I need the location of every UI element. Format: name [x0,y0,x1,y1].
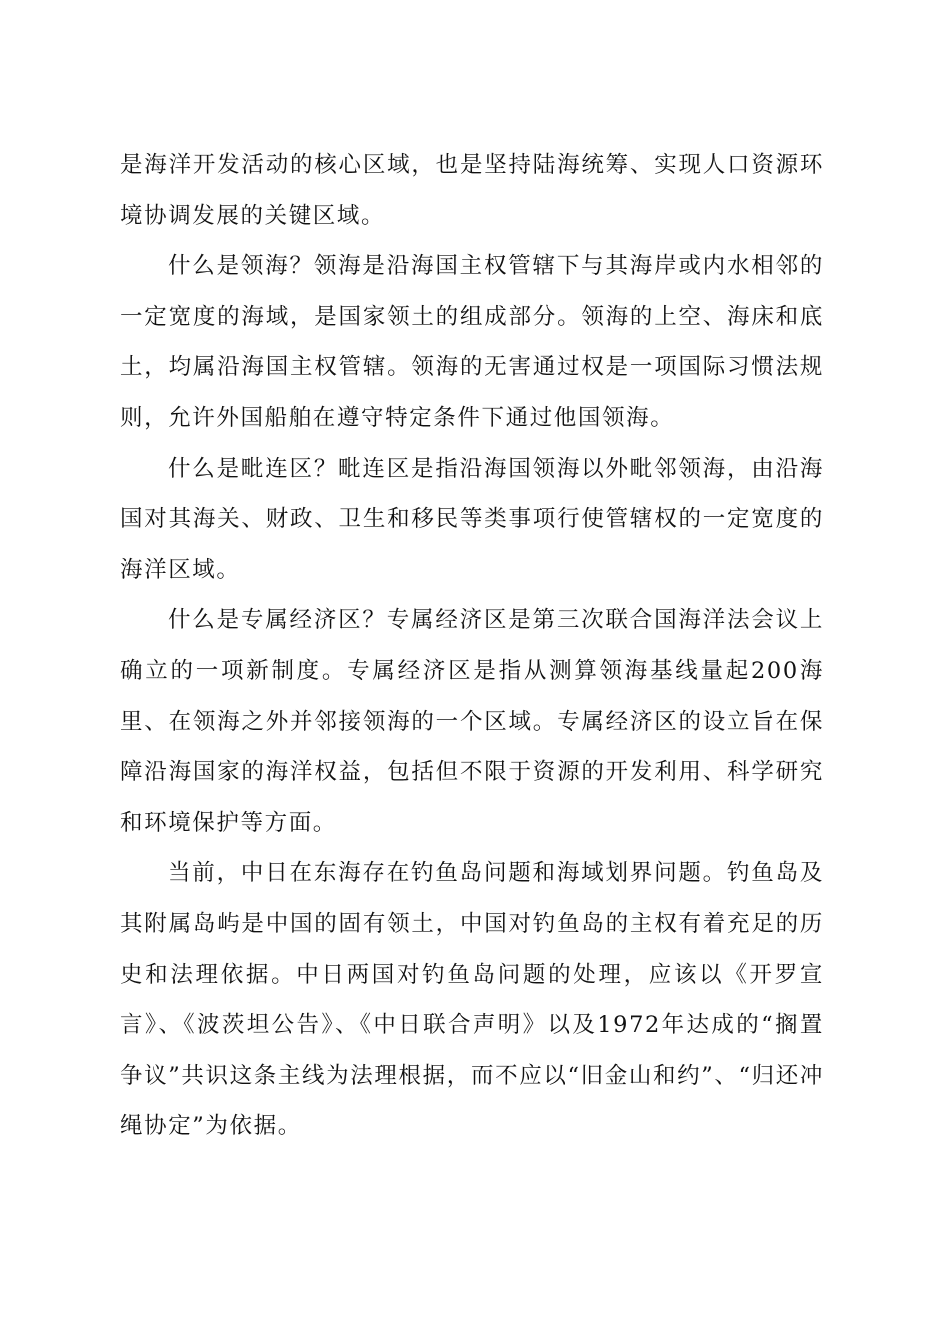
paragraph-contiguous-zone: 什么是毗连区？毗连区是指沿海国领海以外毗邻领海，由沿海国对其海关、财政、卫生和移民等类事项行使管辖权的一定宽度的海洋区域。 [120,455,824,583]
paragraph-territorial-sea: 什么是领海？领海是沿海国主权管辖下与其海岸或内水相邻的一定宽度的海域，是国家领土的组成部分。领海的上空、海床和底土，均属沿海国主权管辖。领海的无害通过权是一项国际习惯法规则，允许外国船舶在遵守特定条件下通过他国领海。 [120,253,824,431]
paragraph-east-china-sea: 当前，中日在东海存在钓鱼岛问题和海域划界问题。钓鱼岛及其附属岛屿是中国的固有领土，中国对钓鱼岛的主权有着充足的历史和法理依据。中日两国对钓鱼岛问题的处理，应该以《开罗宣言》、《波茨坦公告》、《中日联合声明》以及1972年达成的“搁置争议”共识这条主线为法理根据，而不应以“旧金山和约”、“归还冲绳协定”为依据。 [120,860,824,1140]
paragraph-continuation: 是海洋开发活动的核心区域，也是坚持陆海统筹、实现人口资源环境协调发展的关键区域。 [120,152,824,229]
paragraph-exclusive-economic-zone: 什么是专属经济区？专属经济区是第三次联合国海洋法会议上确立的一项新制度。专属经济区是指从测算领海基线量起200海里、在领海之外并邻接领海的一个区域。专属经济区的设立旨在保障沿海国家的海洋权益，包括但不限于资源的开发利用、科学研究和环境保护等方面。 [120,607,824,836]
document-body [120,140,824,1152]
